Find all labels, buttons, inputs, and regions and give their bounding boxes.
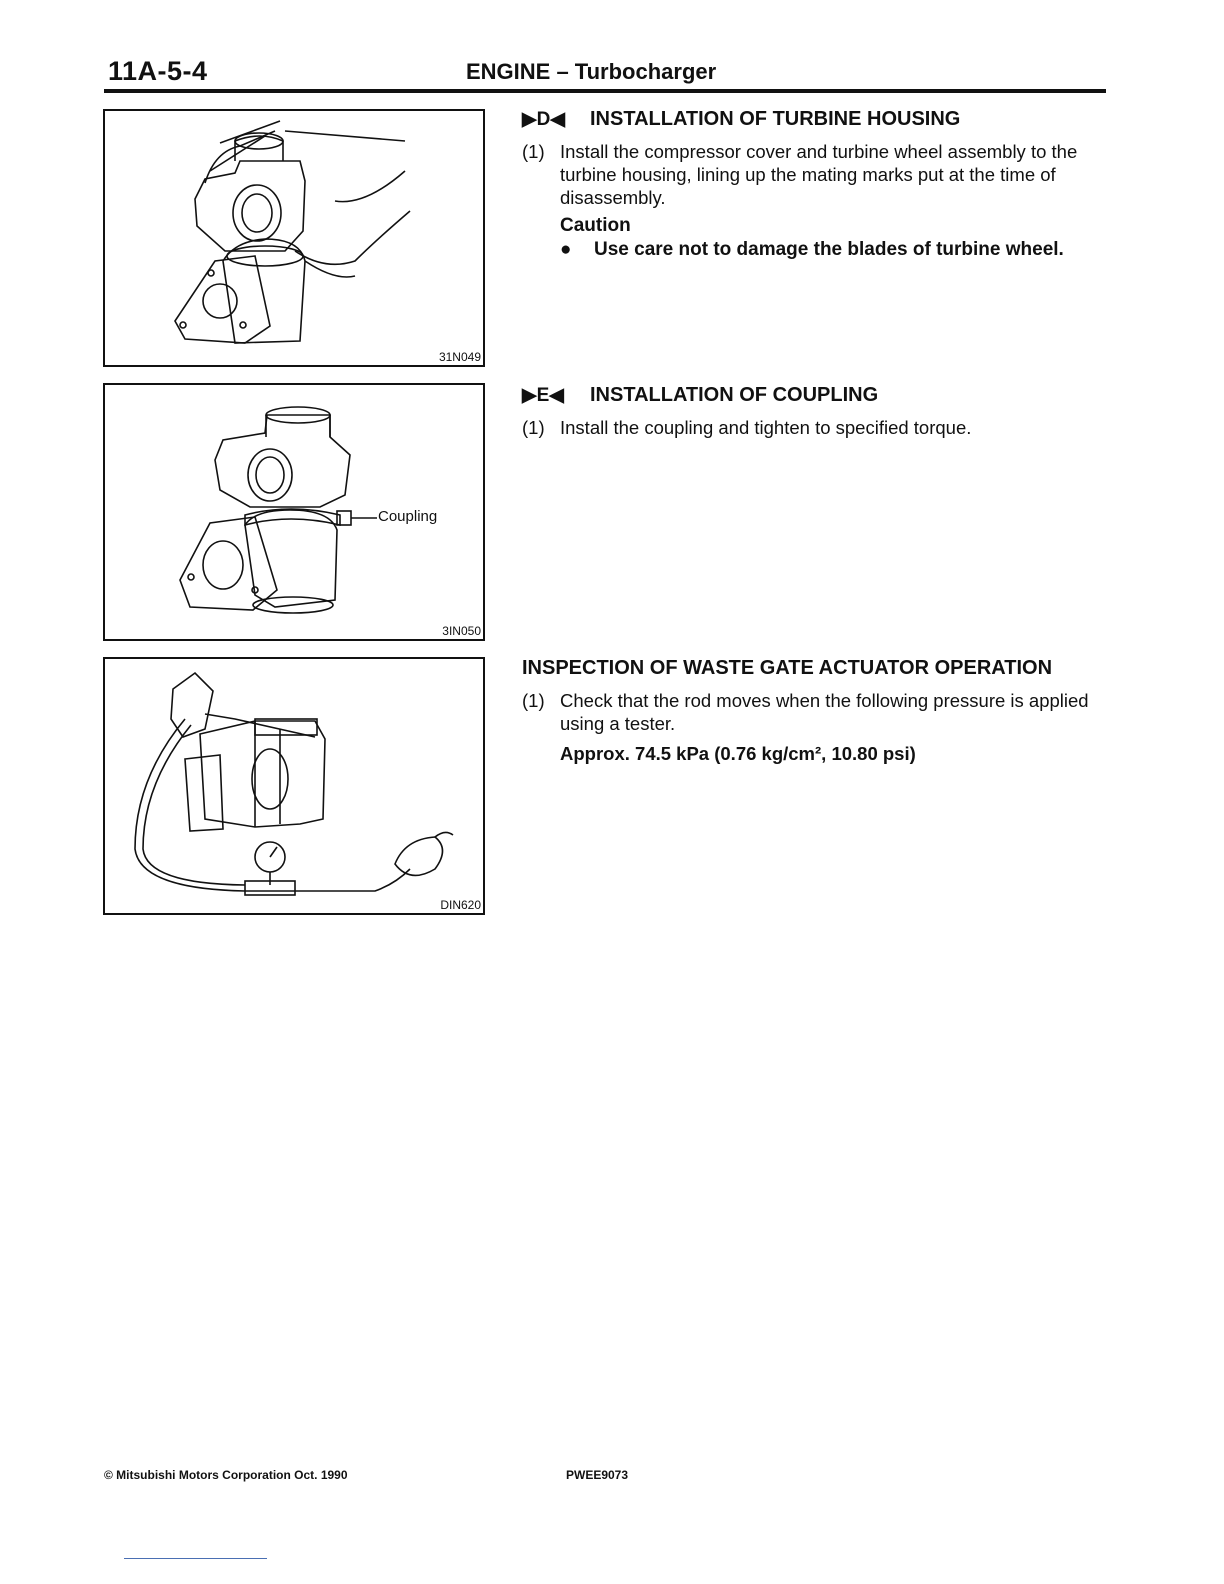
step-item: [522, 140, 1112, 209]
caution-text: Use care not to damage the blades of turbine wheel.: [594, 239, 1064, 260]
section-title: [522, 108, 1112, 131]
step-number: (1): [522, 417, 545, 438]
section-title-text: INSTALLATION OF COUPLING: [590, 384, 879, 406]
step-number: (1): [522, 690, 545, 711]
section-title: INSPECTION OF WASTE GATE ACTUATOR OPERATION: [522, 657, 1053, 679]
figure-id: 3IN050: [442, 624, 481, 638]
coupling-label: Coupling: [378, 508, 438, 525]
section-waste-gate: [522, 657, 1112, 765]
section-coupling: [522, 384, 1112, 439]
footer-code: PWEE9073: [566, 1468, 629, 1482]
step-text: Check that the rod moves when the following pressure is applied using a tester.: [560, 690, 1089, 734]
footer-copyright: © Mitsubishi Motors Corporation Oct. 1990: [104, 1468, 348, 1482]
figure-coupling: [103, 383, 485, 641]
section-marker: ▶D◀: [522, 109, 565, 130]
page-title: ENGINE – Turbocharger: [466, 59, 717, 84]
waste-gate-illustration: [105, 659, 483, 913]
step-item: [522, 416, 1112, 439]
step-number: (1): [522, 141, 545, 162]
figure-id: DIN620: [440, 898, 481, 912]
section-turbine-housing: [522, 108, 1112, 261]
header-rule: [104, 89, 1106, 93]
bullet-icon: ●: [560, 239, 572, 260]
figure-id: 31N049: [438, 350, 481, 364]
figure-waste-gate: [103, 657, 485, 915]
step-text: Install the compressor cover and turbine wheel assembly to the turbine housing, lining up the mating marks put at the time of disassembly.: [560, 141, 1078, 208]
pressure-spec: Approx. 74.5 kPa (0.76 kg/cm², 10.80 psi): [560, 743, 916, 764]
section-title: [522, 384, 1112, 407]
section-marker: ▶E◀: [522, 385, 564, 406]
page-number: 11A-5-4: [108, 56, 208, 86]
section-title-text: INSTALLATION OF TURBINE HOUSING: [590, 108, 961, 130]
turbine-housing-illustration: [105, 111, 483, 365]
caution-item: [522, 239, 1112, 261]
bottom-rule: [124, 1558, 267, 1559]
caution-label: Caution: [560, 215, 631, 236]
step-item: [522, 689, 1112, 735]
figure-turbine-housing: [103, 109, 485, 367]
step-text: Install the coupling and tighten to specified torque.: [560, 417, 972, 438]
